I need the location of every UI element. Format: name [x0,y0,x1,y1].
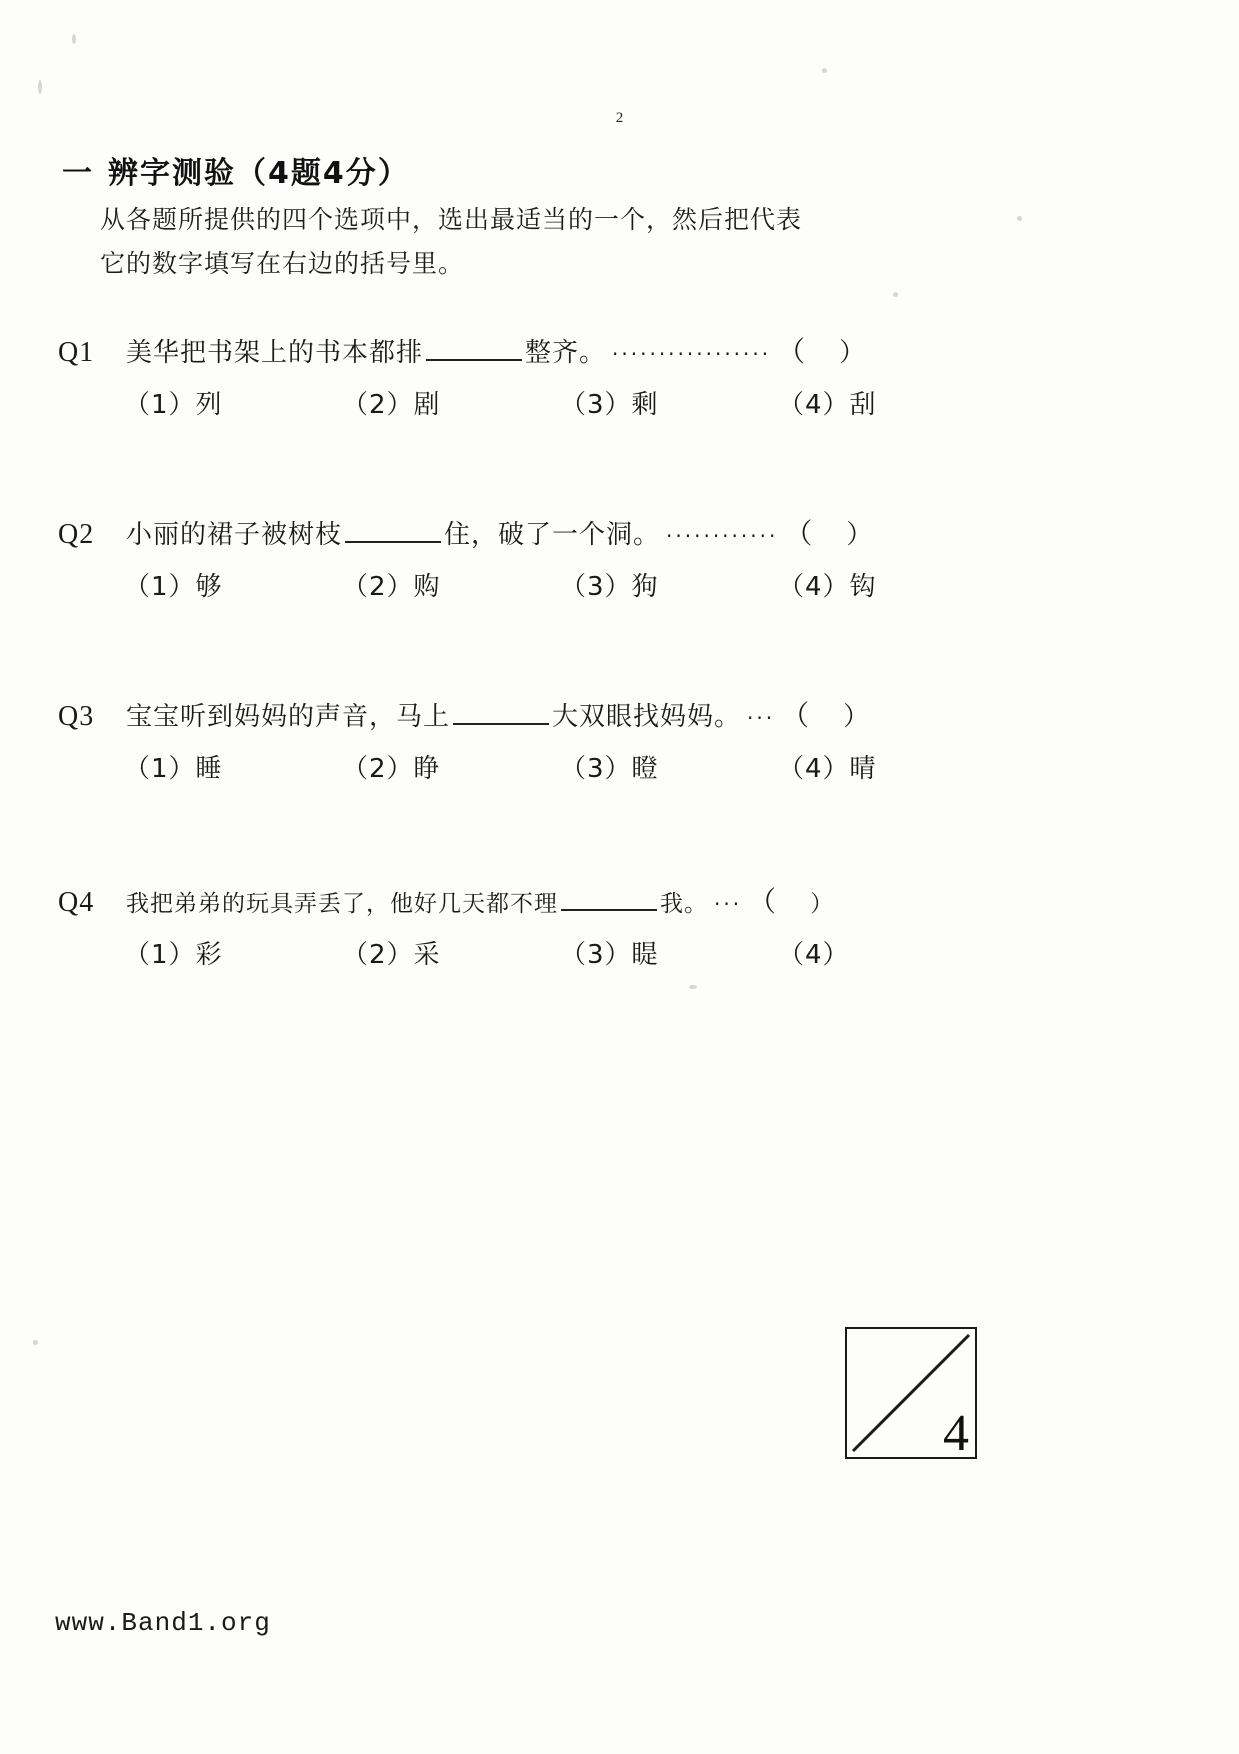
question-stem-after: 我。 [660,891,708,917]
scan-speckle [893,292,898,297]
question-item [58,694,1128,785]
option-1[interactable]: （1）彩 [124,940,223,970]
question-label: Q1 [58,337,95,368]
option-1[interactable]: （1）列 [124,390,223,420]
leader-dots: ················· [612,342,772,366]
question-label: Q4 [58,887,95,918]
question-stem [58,330,1128,370]
answer-paren-open[interactable]: （ [777,335,840,368]
scan-speckle [689,985,697,989]
question-stem-before: 小丽的裙子被树枝 [126,520,343,550]
score-value: 4 [943,1405,969,1462]
option-1[interactable]: （1）够 [124,572,223,602]
option-list [124,934,1128,971]
option-3[interactable]: （3）瞪 [560,754,659,784]
option-3[interactable]: （3）剩 [560,390,659,420]
question-stem-before: 美华把书架上的书本都排 [126,338,424,368]
scan-speckle [33,1340,38,1345]
scan-speckle [822,68,827,73]
question-item [58,880,1128,971]
question-stem-before: 我把弟弟的玩具弄丢了，他好几天都不理 [126,891,558,917]
question-stem [58,694,1128,734]
option-2[interactable]: （2）购 [342,572,441,602]
option-2[interactable]: （2）剧 [342,390,441,420]
option-1[interactable]: （1）睡 [124,754,223,784]
question-item [58,330,1128,421]
instruction-line-2: 它的数字填写在右边的括号里。 [100,249,465,278]
option-list [124,384,1128,421]
answer-blank[interactable] [426,333,522,361]
question-item [58,512,1128,603]
answer-paren-close: ） [839,338,867,368]
question-stem-after: 大双眼找妈妈。 [552,702,742,732]
scan-speckle [72,34,76,44]
option-list [124,748,1128,785]
question-stem [58,512,1128,552]
section-title-text: 辨字测验（4题4分） [108,156,410,191]
question-stem-after: 整齐。 [525,338,607,368]
score-box[interactable] [845,1327,977,1462]
question-stem-before: 宝宝听到妈妈的声音，马上 [126,702,451,732]
option-4[interactable]: （4）晴 [778,754,877,784]
question-stem-after: 住，破了一个洞。 [444,520,661,550]
leader-dots: ··· [714,892,743,916]
page-number: 2 [615,110,624,126]
option-4[interactable]: （4） [778,940,850,970]
answer-blank[interactable] [345,515,441,543]
option-4[interactable]: （4）刮 [778,390,877,420]
answer-paren-close: ） [846,520,874,550]
answer-paren-close: ） [810,891,835,917]
footer-watermark: www.Band1.org [55,1608,271,1638]
answer-paren-open[interactable]: （ [784,517,847,550]
question-label: Q3 [58,701,95,732]
scan-speckle [38,80,42,94]
instructions [100,198,1080,286]
section-title [62,148,410,192]
question-stem [58,880,1128,920]
option-2[interactable]: （2）睁 [342,754,441,784]
leader-dots: ··· [747,706,776,730]
option-3[interactable]: （3）睼 [560,940,659,970]
section-marker: 一 [62,156,94,191]
answer-paren-close: ） [843,702,871,732]
instruction-line-1: 从各题所提供的四个选项中，选出最适当的一个，然后把代表 [100,205,803,234]
leader-dots: ············ [666,524,779,548]
option-list [124,566,1128,603]
answer-blank[interactable] [561,883,657,911]
option-3[interactable]: （3）狗 [560,572,659,602]
answer-blank[interactable] [453,697,549,725]
option-2[interactable]: （2）采 [342,940,441,970]
option-4[interactable]: （4）钩 [778,572,877,602]
question-label: Q2 [58,519,95,550]
answer-paren-open[interactable]: （ [748,885,811,918]
answer-paren-open[interactable]: （ [781,699,844,732]
